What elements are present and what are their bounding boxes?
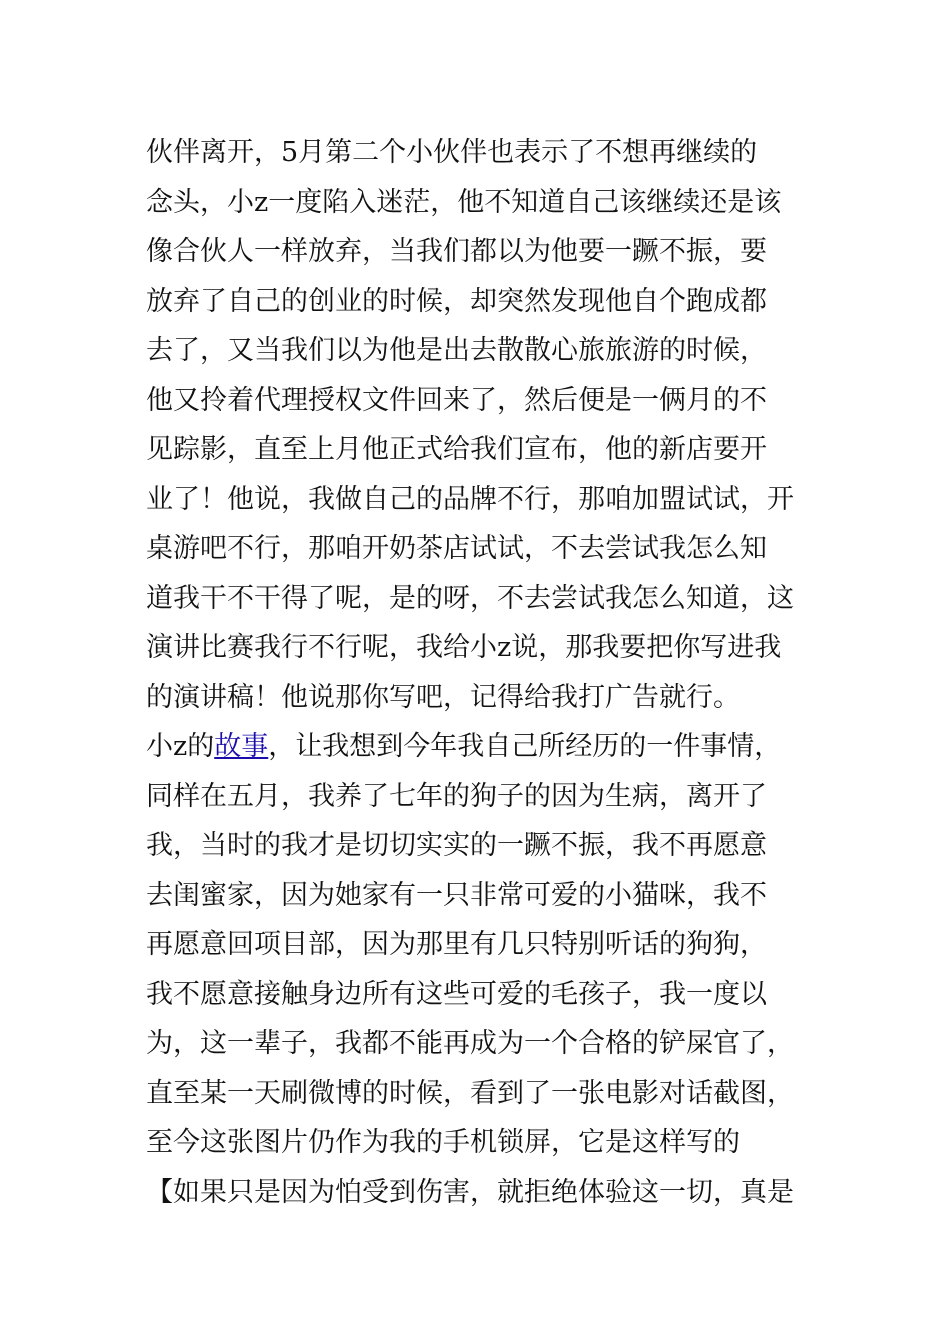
text-line: 至今这张图片仍作为我的手机锁屏，它是这样写的 [146, 1127, 740, 1158]
text-line: 我不愿意接触身边所有这些可爱的毛孩子，我一度以 [146, 978, 767, 1010]
text-line: 桌游吧不行，那咱开奶茶店试试，不去尝试我怎么知 [146, 533, 767, 564]
text-line: 去闺蜜家，因为她家有一只非常可爱的小猫咪，我不 [146, 879, 767, 911]
text-line: 同样在五月，我养了七年的狗子的因为生病，离开了 [146, 780, 767, 812]
text-line: 去了，又当我们以为他是出去散散心旅旅游的时候， [146, 335, 767, 366]
text-line: 像合伙人一样放弃，当我们都以为他要一蹶不振，要 [146, 236, 767, 267]
text-line: 他又拎着代理授权文件回来了，然后便是一俩月的不 [146, 384, 767, 416]
text-line: 为，这一辈子，我都不能再成为一个合格的铲屎官了， [146, 1028, 794, 1059]
text-line: 我，当时的我才是切切实实的一蹶不振，我不再愿意 [146, 830, 767, 861]
document-body [146, 128, 826, 1217]
text-line: 放弃了自己的创业的时候，却突然发现他自个跑成都 [146, 285, 767, 317]
text-line: 【如果只是因为怕受到伤害，就拒绝体验这一切，真是 [146, 1176, 794, 1208]
text-line: 念头，小z一度陷入迷茫，他不知道自己该继续还是该 [146, 186, 782, 218]
text-line: 再愿意回项目部，因为那里有几只特别听话的狗狗， [146, 929, 767, 960]
text-line: 业了！他说，我做自己的品牌不行，那咱加盟试试，开 [146, 483, 794, 515]
text-line: 见踪影，直至上月他正式给我们宣布，他的新店要开 [146, 434, 767, 465]
text-line: 直至某一天刷微博的时候，看到了一张电影对话截图， [146, 1077, 794, 1109]
text-line: 道我干不干得了呢，是的呀，不去尝试我怎么知道，这 [146, 582, 794, 614]
para2-suffix: ，让我想到今年我自己所经历的一件事情， [268, 731, 782, 762]
text-line: 的演讲稿！他说那你写吧，记得给我打广告就行。 [146, 681, 740, 713]
text-line: 伙伴离开，5月第二个小伙伴也表示了不想再继续的 [146, 137, 758, 168]
para2-prefix: 小z的 [146, 731, 215, 762]
text-line: 演讲比赛我行不行呢，我给小z说，那我要把你写进我 [146, 632, 782, 663]
paragraph-2-first-line [146, 722, 826, 772]
story-link[interactable]: 故事 [214, 731, 269, 762]
